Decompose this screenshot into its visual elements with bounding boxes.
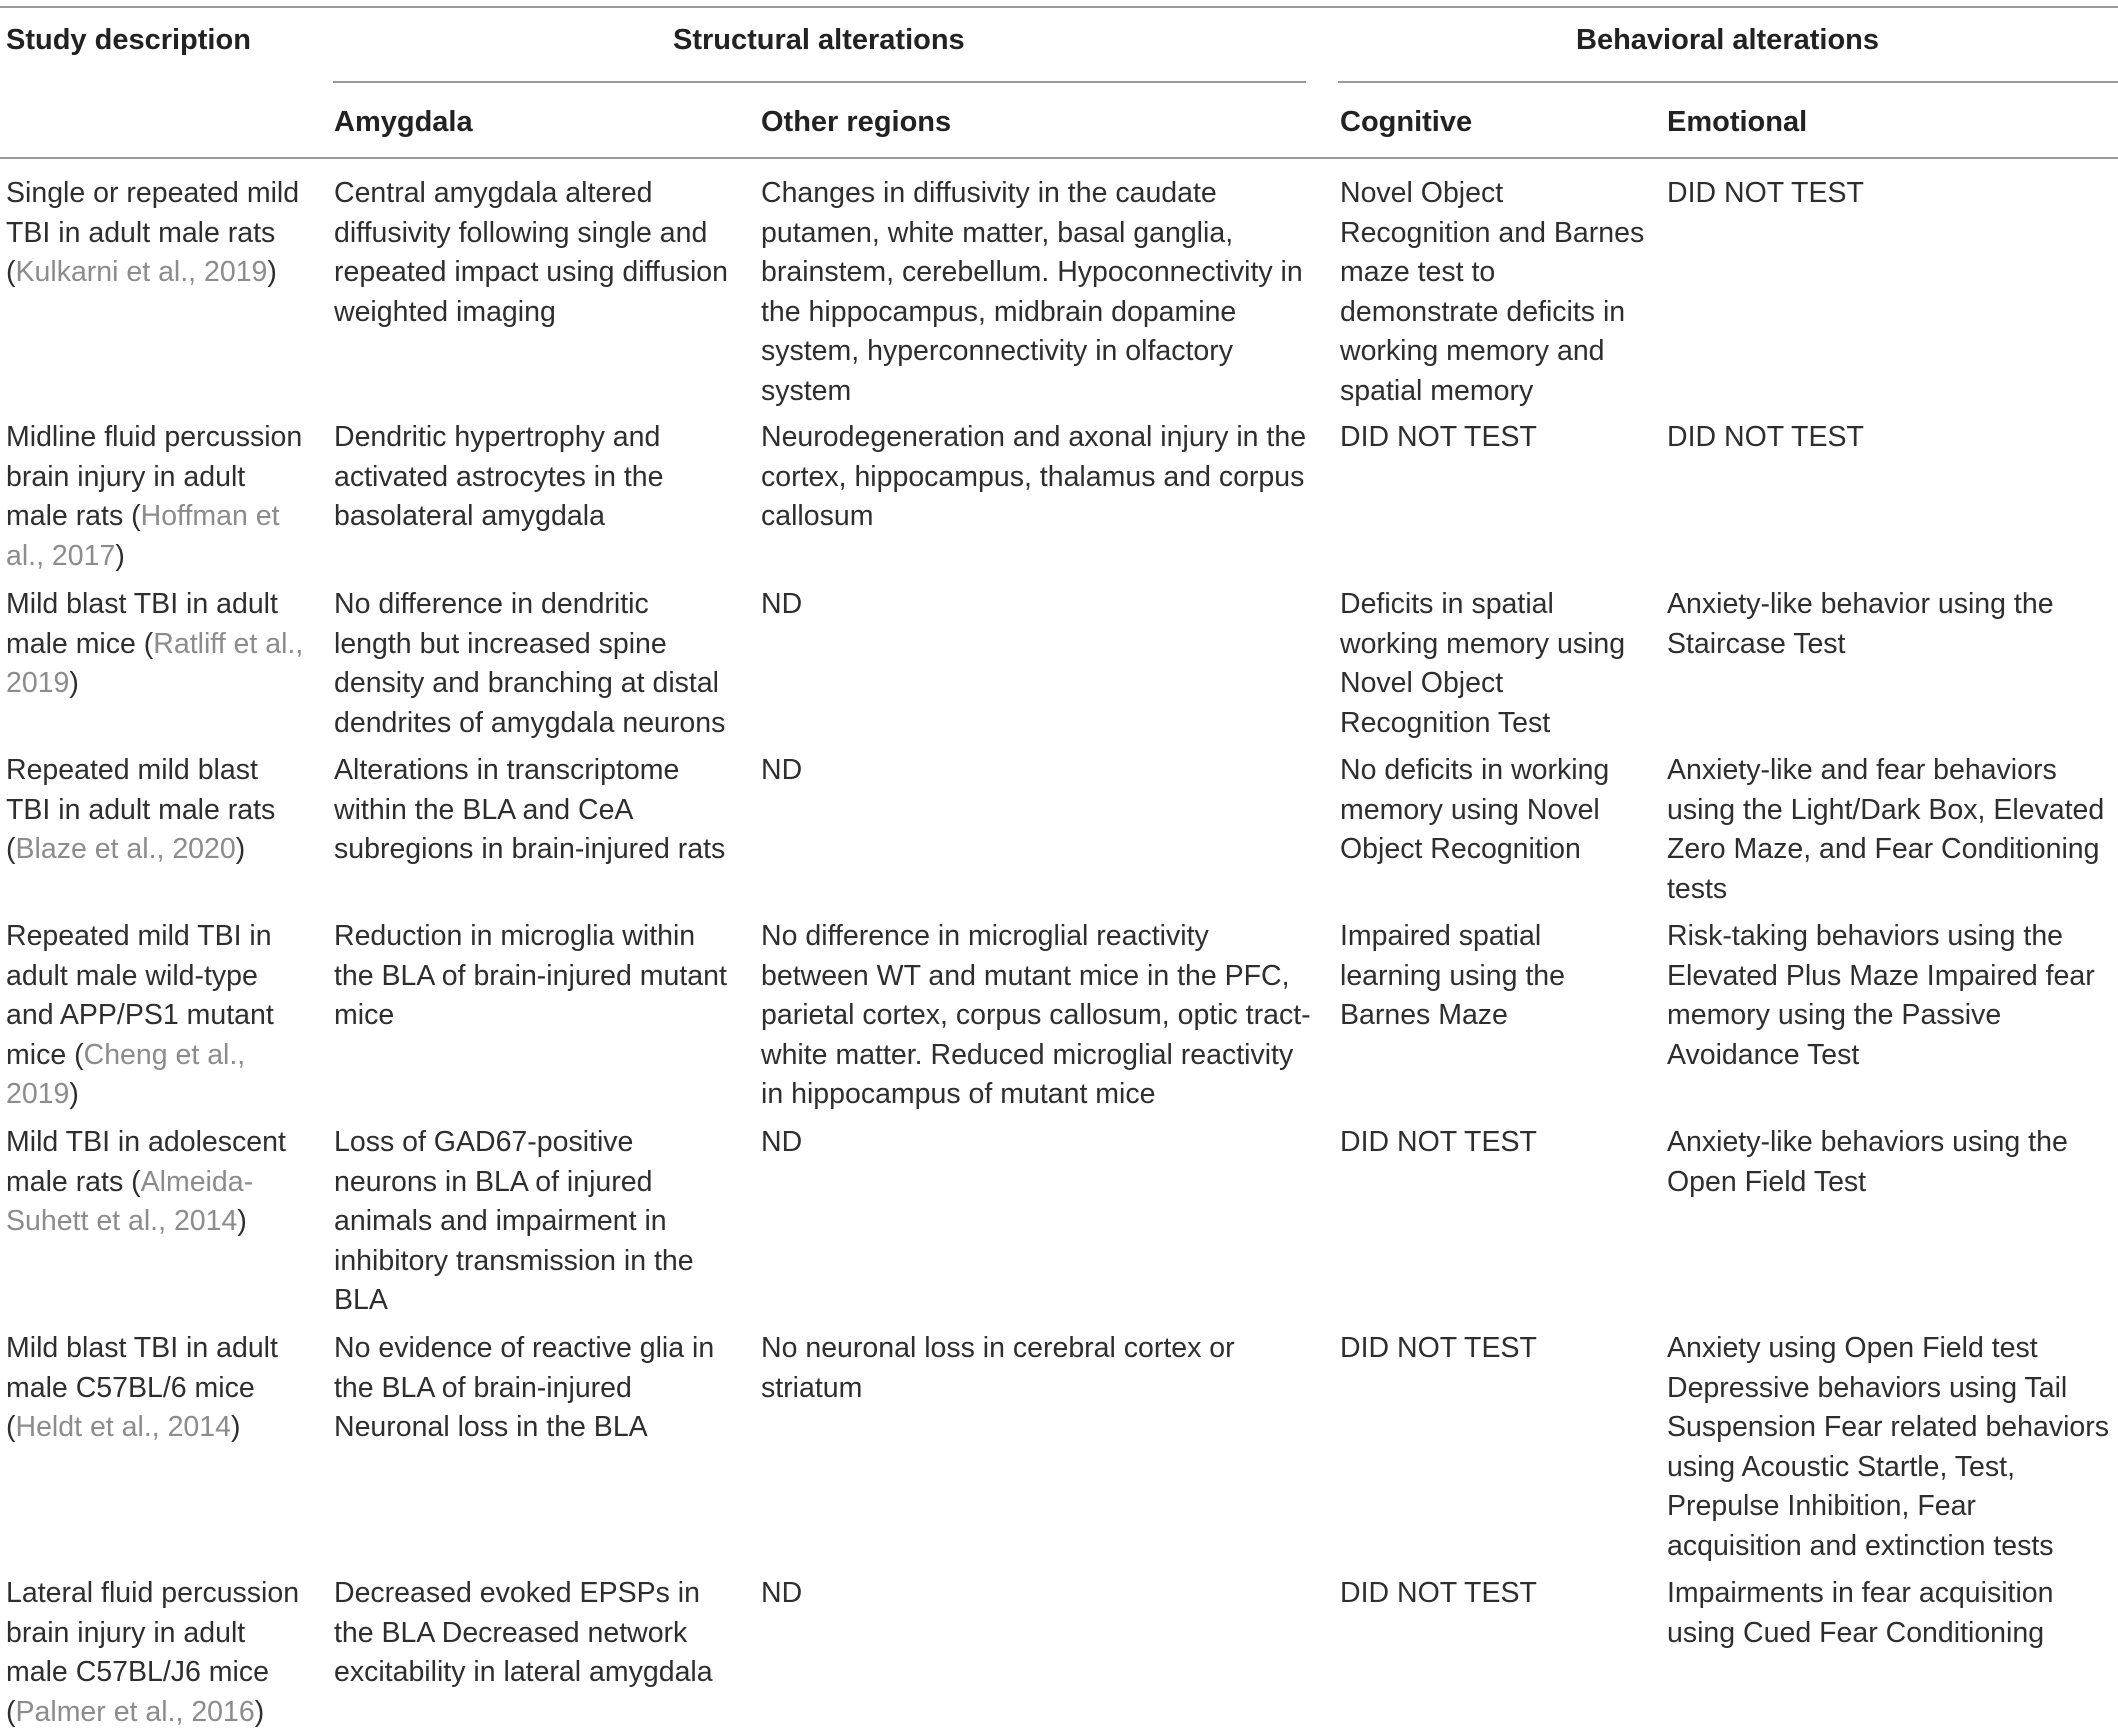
citation-link[interactable]: Almeida-Suhett et al., 2014	[6, 1165, 254, 1237]
other-regions-cell: Neurodegeneration and axonal injury in the cortex, hippocampus, thalamus and corpus callosum	[761, 421, 1307, 532]
citation-link[interactable]: Palmer et al., 2016	[15, 1695, 255, 1728]
cognitive-cell: Novel Object Recognition and Barnes maze test to demonstrate deficits in working memory and spatial memory	[1340, 177, 1645, 407]
cognitive-cell: DID NOT TEST	[1340, 1577, 1537, 1609]
other-regions-cell: No difference in microglial reactivity between WT and mutant mice in the PFC, parietal cortex, corpus callosum, optic tract-white matter. Reduced microglial reactivity in hippocampus of mutant mice	[761, 920, 1311, 1110]
other-regions-cell: Changes in diffusivity in the caudate putamen, white matter, basal ganglia, brainstem, cerebellum. Hypoconnectivity in the hippocampus, midbrain dopamine system, hyperconnectivity in olfactory system	[761, 177, 1303, 407]
amygdala-cell: Dendritic hypertrophy and activated astrocytes in the basolateral amygdala	[334, 421, 664, 532]
emotional-cell: Anxiety-like behavior using the Staircase Test	[1667, 588, 2054, 660]
cognitive-cell: DID NOT TEST	[1340, 1126, 1537, 1158]
other-regions-cell: No neuronal loss in cerebral cortex or striatum	[761, 1332, 1235, 1404]
structural-group-rule	[333, 81, 1306, 83]
header-structural-alterations: Structural alterations	[673, 24, 965, 56]
amygdala-cell: Alterations in transcriptome within the BLA and CeA subregions in brain-injured rats	[334, 754, 726, 865]
other-regions-cell: ND	[761, 1126, 803, 1158]
emotional-cell: Impairments in fear acquisition using Cued Fear Conditioning	[1667, 1577, 2054, 1649]
cognitive-cell: DID NOT TEST	[1340, 421, 1537, 453]
other-regions-cell: ND	[761, 588, 803, 620]
citation-link[interactable]: Blaze et al., 2020	[15, 833, 236, 865]
header-bottom-rule	[0, 157, 2118, 159]
emotional-cell: Anxiety-like and fear behaviors using the Light/Dark Box, Elevated Zero Maze, and Fear Conditioning tests	[1667, 754, 2105, 905]
citation-link[interactable]: Kulkarni et al., 2019	[15, 256, 268, 288]
study-description-cell: Mild TBI in adolescent male rats (Almeida-Suhett et al., 2014)	[6, 1126, 286, 1237]
study-description-cell: Repeated mild blast TBI in adult male rats (Blaze et al., 2020)	[6, 754, 276, 865]
study-description-cell: Single or repeated mild TBI in adult male rats (Kulkarni et al., 2019)	[6, 177, 300, 288]
cognitive-cell: No deficits in working memory using Novel Object Recognition	[1340, 754, 1610, 865]
study-description-cell: Repeated mild TBI in adult male wild-type and APP/PS1 mutant mice (Cheng et al., 2019)	[6, 920, 274, 1110]
cognitive-cell: Deficits in spatial working memory using Novel Object Recognition Test	[1340, 588, 1626, 739]
other-regions-cell: ND	[761, 754, 803, 786]
amygdala-cell: Decreased evoked EPSPs in the BLA Decreased network excitability in lateral amygdala	[334, 1577, 713, 1688]
cognitive-cell: DID NOT TEST	[1340, 1332, 1537, 1364]
study-description-cell: Mild blast TBI in adult male mice (Ratliff et al., 2019)	[6, 588, 304, 699]
emotional-cell: Anxiety-like behaviors using the Open Field Test	[1667, 1126, 2068, 1198]
header-study-description: Study description	[6, 24, 251, 56]
header-other-regions: Other regions	[761, 106, 952, 138]
amygdala-cell: Central amygdala altered diffusivity following single and repeated impact using diffusion weighted imaging	[334, 177, 728, 328]
amygdala-cell: No evidence of reactive glia in the BLA of brain-injured Neuronal loss in the BLA	[334, 1332, 715, 1443]
citation-link[interactable]: Cheng et al., 2019	[6, 1038, 246, 1110]
citation-link[interactable]: Heldt et al., 2014	[15, 1411, 231, 1443]
emotional-cell: Risk-taking behaviors using the Elevated Plus Maze Impaired fear memory using the Passive Avoidance Test	[1667, 920, 2095, 1071]
emotional-cell: DID NOT TEST	[1667, 177, 1864, 209]
citation-link[interactable]: Ratliff et al., 2019	[6, 627, 304, 699]
study-description-cell: Midline fluid percussion brain injury in adult male rats (Hoffman et al., 2017)	[6, 421, 303, 572]
header-cognitive: Cognitive	[1340, 106, 1473, 138]
citation-link[interactable]: Hoffman et al., 2017	[6, 500, 280, 572]
amygdala-cell: No difference in dendritic length but increased spine density and branching at distal dendrites of amygdala neurons	[334, 588, 726, 739]
table-top-rule	[0, 6, 2118, 8]
amygdala-cell: Loss of GAD67-positive neurons in BLA of injured animals and impairment in inhibitory transmission in the BLA	[334, 1126, 694, 1316]
emotional-cell: DID NOT TEST	[1667, 421, 1864, 453]
other-regions-cell: ND	[761, 1577, 803, 1609]
header-behavioral-alterations: Behavioral alterations	[1576, 24, 1879, 56]
header-amygdala: Amygdala	[334, 106, 473, 138]
behavioral-group-rule	[1338, 81, 2118, 83]
study-description-cell: Mild blast TBI in adult male C57BL/6 mice (Heldt et al., 2014)	[6, 1332, 278, 1443]
emotional-cell: Anxiety using Open Field test Depressive behaviors using Tail Suspension Fear related behaviors using Acoustic Startle, Test, Prepulse Inhibition, Fear acquisition and extinction tests	[1667, 1332, 2110, 1562]
header-emotional: Emotional	[1667, 106, 1808, 138]
study-description-cell: Lateral fluid percussion brain injury in adult male C57BL/J6 mice (Palmer et al., 2016)	[6, 1577, 300, 1728]
cognitive-cell: Impaired spatial learning using the Barnes Maze	[1340, 920, 1565, 1031]
amygdala-cell: Reduction in microglia within the BLA of brain-injured mutant mice	[334, 920, 727, 1031]
